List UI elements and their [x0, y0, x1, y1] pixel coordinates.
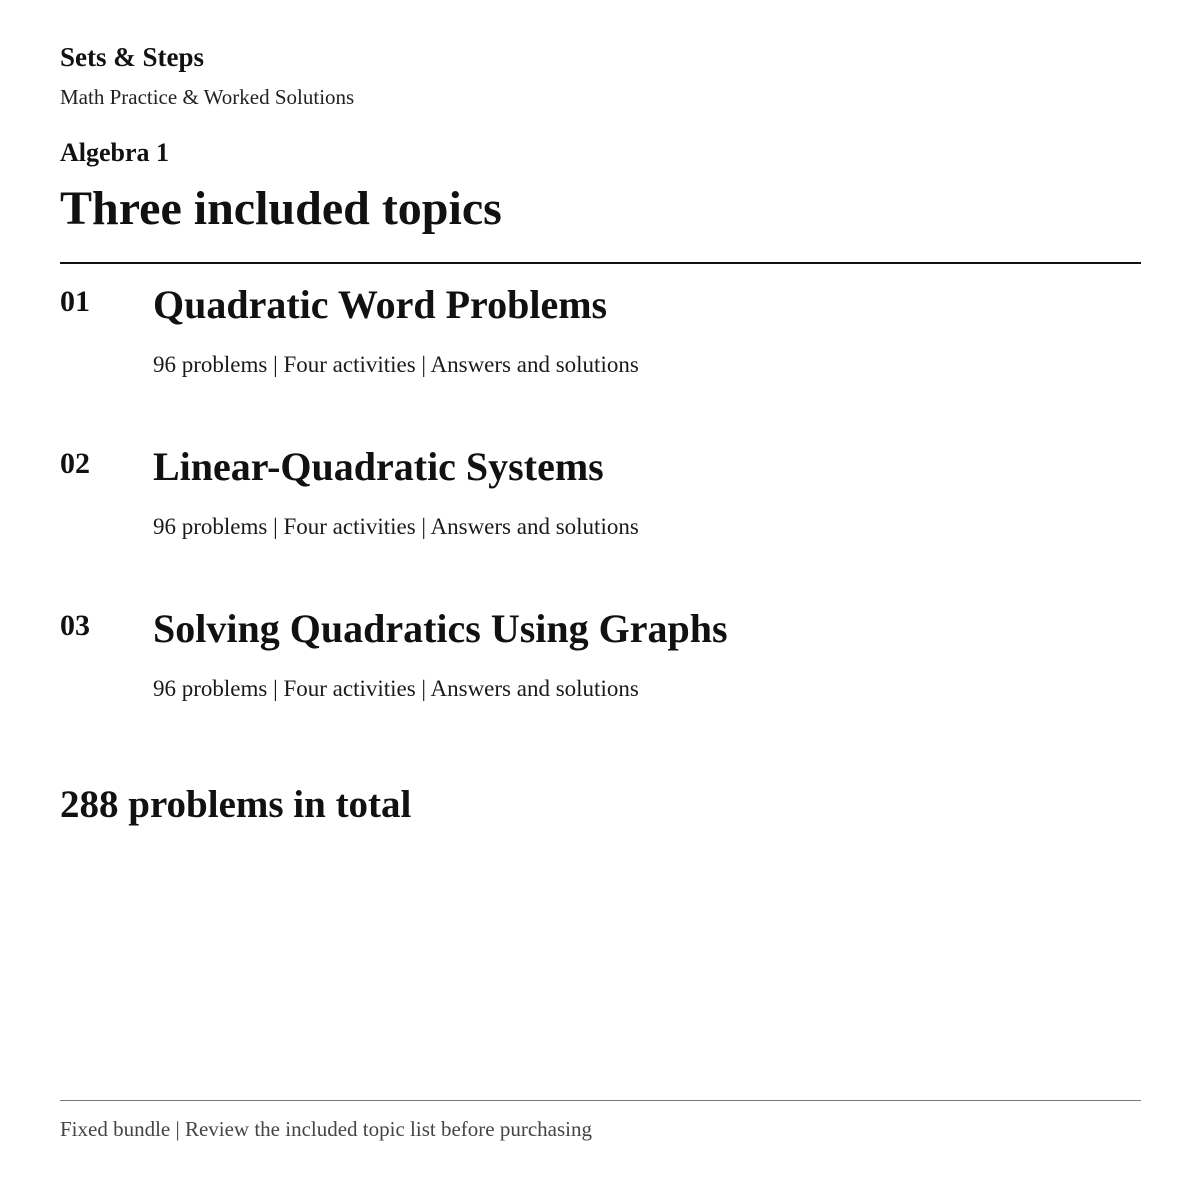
topic-title: Solving Quadratics Using Graphs	[153, 606, 728, 651]
topic-meta: 96 problems | Four activities | Answers and solutions	[153, 352, 639, 377]
brand-tagline: Math Practice & Worked Solutions	[60, 85, 355, 109]
topic-item	[60, 590, 1141, 730]
topic-title: Quadratic Word Problems	[153, 282, 608, 327]
topic-item	[60, 266, 1141, 406]
topic-number: 01	[60, 285, 90, 318]
top-divider	[60, 262, 1141, 264]
bottom-divider	[60, 1100, 1141, 1101]
total-summary: 288 problems in total	[60, 783, 412, 826]
brand-name: Sets & Steps	[60, 42, 205, 72]
topic-number: 03	[60, 609, 90, 642]
topic-meta: 96 problems | Four activities | Answers and solutions	[153, 514, 639, 539]
topic-number: 02	[60, 447, 90, 480]
topic-item	[60, 428, 1141, 568]
page-title: Three included topics	[60, 182, 502, 235]
topic-title: Linear-Quadratic Systems	[153, 444, 604, 489]
footer-note: Fixed bundle | Review the included topic list before purchasing	[60, 1117, 592, 1141]
topic-meta: 96 problems | Four activities | Answers and solutions	[153, 676, 639, 701]
section-eyebrow: Algebra 1	[60, 138, 170, 167]
